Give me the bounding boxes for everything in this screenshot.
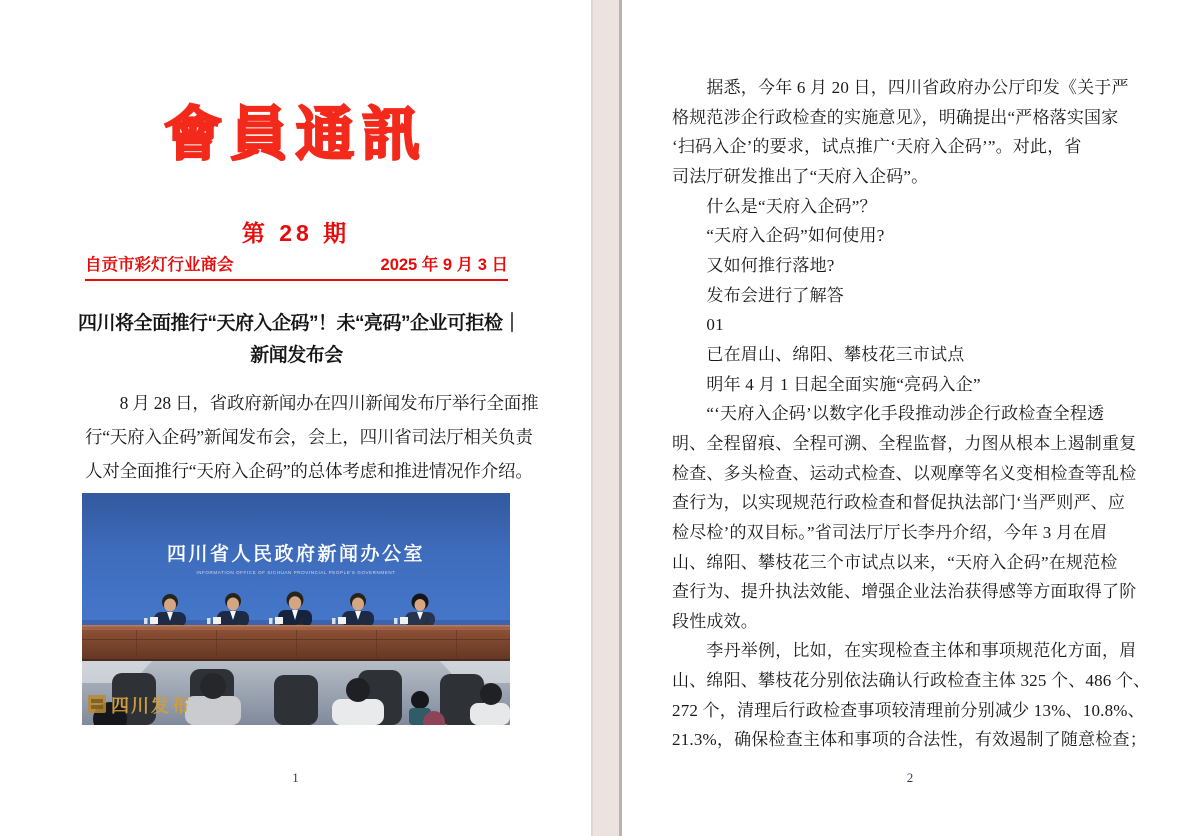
body-line: 人对全面推行“天府入企码”的总体考虑和推进情况作介绍。	[85, 461, 533, 481]
body-line: 格规范涉企行政检查的实施意见》，明确提出“严格落实国家	[672, 107, 1119, 127]
press-conference-photo-svg	[82, 493, 510, 725]
body-line: 01	[672, 315, 724, 335]
page-number-2: 2	[906, 770, 914, 785]
backdrop-title: 四川省人民政府新闻办公室	[166, 544, 426, 565]
body-line: ‘扫码入企’的要求，试点推广‘天府入企码’”。对此，省	[672, 137, 1082, 157]
body-line: 据悉，今年 6 月 20 日，四川省政府办公厅印发《关于严	[672, 78, 1129, 97]
press-conference-photo	[82, 493, 510, 725]
issue-date: 2025 年 9 月 3 日	[380, 256, 508, 274]
page-number-1: 1	[292, 770, 299, 785]
body-line: 8 月 28 日，省政府新闻办在四川新闻发布厅举行全面推	[85, 393, 539, 413]
body-line: 21.3%，确保检查主体和事项的合法性，有效遏制了随意检查；	[672, 730, 1147, 750]
body-line: 查行为、提升执法效能、增强企业法治获得感等方面取得了阶	[672, 582, 1137, 602]
masthead-title: 會員通訊	[163, 100, 428, 168]
body-line: 行“天府入企码”新闻发布会，会上，四川省司法厅相关负责	[85, 427, 533, 447]
body-line: 已在眉山、绵阳、攀枝花三市试点	[672, 344, 965, 364]
body-line: 段性成效。	[672, 611, 758, 631]
issue-number: 第 28 期	[241, 220, 351, 246]
body-line: 检尽检’的双目标。”省司法厅厅长李丹介绍，今年 3 月在眉	[672, 522, 1108, 542]
body-line: 272 个，清理后行政检查事项较清理前分别减少 13%、10.8%、	[672, 700, 1145, 720]
body-line: 山、绵阳、攀枝花分别依法确认行政检查主体 325 个、486 个、	[672, 671, 1151, 691]
body-line: 李丹举例，比如，在实现检查主体和事项规范化方面，眉	[672, 641, 1137, 661]
desk	[82, 625, 510, 661]
page-gap	[593, 0, 619, 836]
sichuan-fabu-watermark-logo	[88, 695, 106, 713]
article-headline	[78, 308, 522, 371]
body-line: 司法厅研发推出了“天府入企码”。	[672, 166, 929, 186]
organization-name: 自贡市彩灯行业商会	[85, 256, 234, 274]
newsletter-page-1[interactable]	[0, 0, 591, 836]
backdrop-subtitle: INFORMATION OFFICE OF SICHUAN PROVINCIAL PEOPLE'S GOVERNMENT	[196, 570, 396, 575]
article-body	[672, 73, 1151, 755]
body-line: 查行为，以实现规范行政检查和督促执法部门‘当严则严、应	[672, 493, 1126, 513]
body-line: 发布会进行了解答	[672, 285, 844, 305]
body-line: 什么是“天府入企码”？	[672, 196, 877, 216]
body-line: 山、绵阳、攀枝花三个市试点以来，“天府入企码”在规范检	[672, 552, 1118, 572]
body-line: 明年 4 月 1 日起全面实施“亮码入企”	[672, 374, 981, 394]
body-line: 又如何推行落地?	[672, 255, 835, 275]
org-date-row	[85, 251, 508, 281]
body-line: “天府入企码”如何使用?	[672, 226, 885, 246]
watermark	[88, 695, 191, 716]
article-lead-paragraph	[85, 386, 539, 488]
watermark-text: 四川发布	[111, 696, 191, 716]
body-line: 明、全程留痕、全程可溯、全程监督，力图从根本上遏制重复	[672, 433, 1137, 453]
headline-line-1: 四川将全面推行“天府入企码”！未“亮码”企业可拒检｜	[78, 313, 522, 334]
body-line: 检查、多头检查、运动式检查、以观摩等名义变相检查等乱检	[672, 463, 1137, 483]
body-line: “‘天府入企码’以数字化手段推动涉企行政检查全程透	[672, 404, 1105, 424]
newsletter-page-2[interactable]	[622, 0, 1198, 836]
headline-line-2: 新闻发布会	[250, 344, 343, 366]
